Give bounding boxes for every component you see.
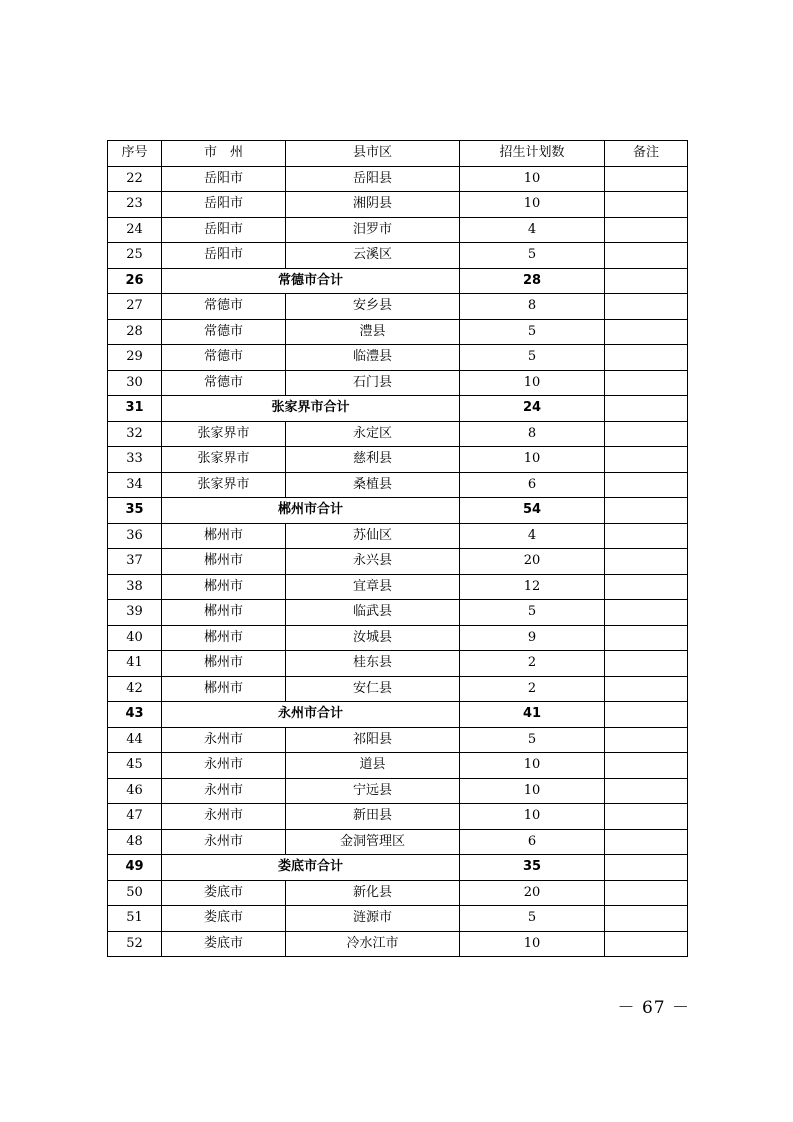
- cell-city: 郴州市: [162, 549, 286, 575]
- cell-plan-count: 12: [460, 574, 605, 600]
- table-row: [108, 753, 688, 779]
- cell-county: 新化县: [286, 880, 460, 906]
- cell-remarks: [605, 268, 688, 294]
- cell-plan-count: 5: [460, 600, 605, 626]
- cell-remarks: [605, 217, 688, 243]
- subtotal-row: [108, 498, 688, 524]
- cell-serial: 44: [108, 727, 162, 753]
- cell-remarks: [605, 804, 688, 830]
- cell-plan-count: 10: [460, 447, 605, 473]
- cell-plan-count: 5: [460, 243, 605, 269]
- cell-county: 汨罗市: [286, 217, 460, 243]
- cell-remarks: [605, 192, 688, 218]
- table-row: [108, 345, 688, 371]
- cell-city: 岳阳市: [162, 166, 286, 192]
- cell-county: 临武县: [286, 600, 460, 626]
- table-row: [108, 523, 688, 549]
- cell-serial: 48: [108, 829, 162, 855]
- cell-plan-count: 10: [460, 804, 605, 830]
- cell-county: 云溪区: [286, 243, 460, 269]
- table-row: [108, 727, 688, 753]
- cell-serial: 38: [108, 574, 162, 600]
- cell-city: 岳阳市: [162, 243, 286, 269]
- cell-county: 涟源市: [286, 906, 460, 932]
- cell-serial: 31: [108, 396, 162, 422]
- cell-county: 汝城县: [286, 625, 460, 651]
- subtotal-row: [108, 702, 688, 728]
- cell-remarks: [605, 549, 688, 575]
- cell-serial: 27: [108, 294, 162, 320]
- cell-plan-count: 9: [460, 625, 605, 651]
- cell-county: 祁阳县: [286, 727, 460, 753]
- cell-plan-count: 5: [460, 906, 605, 932]
- page-number: － 67 －: [617, 998, 690, 1018]
- table-header-row: [108, 141, 688, 167]
- cell-city: 岳阳市: [162, 217, 286, 243]
- cell-plan-count: 41: [460, 702, 605, 728]
- cell-serial: 30: [108, 370, 162, 396]
- cell-remarks: [605, 574, 688, 600]
- cell-plan-count: 10: [460, 370, 605, 396]
- cell-county: 新田县: [286, 804, 460, 830]
- cell-county: 桂东县: [286, 651, 460, 677]
- cell-serial: 40: [108, 625, 162, 651]
- table-row: [108, 829, 688, 855]
- cell-remarks: [605, 472, 688, 498]
- cell-plan-count: 4: [460, 217, 605, 243]
- cell-city: 郴州市: [162, 600, 286, 626]
- cell-plan-count: 5: [460, 727, 605, 753]
- cell-serial: 52: [108, 931, 162, 957]
- cell-city: 郴州市: [162, 523, 286, 549]
- cell-county: 临澧县: [286, 345, 460, 371]
- cell-plan-count: 8: [460, 421, 605, 447]
- cell-serial: 51: [108, 906, 162, 932]
- cell-county: 宁远县: [286, 778, 460, 804]
- cell-remarks: [605, 294, 688, 320]
- cell-city: 张家界市: [162, 421, 286, 447]
- cell-plan-count: 54: [460, 498, 605, 524]
- table-row: [108, 625, 688, 651]
- cell-remarks: [605, 931, 688, 957]
- cell-city: 娄底市: [162, 906, 286, 932]
- cell-serial: 43: [108, 702, 162, 728]
- cell-city: 娄底市: [162, 880, 286, 906]
- cell-county: 宜章县: [286, 574, 460, 600]
- cell-serial: 29: [108, 345, 162, 371]
- cell-subtotal-label: 常德市合计: [162, 268, 460, 294]
- cell-subtotal-label: 郴州市合计: [162, 498, 460, 524]
- cell-serial: 25: [108, 243, 162, 269]
- cell-serial: 50: [108, 880, 162, 906]
- cell-serial: 26: [108, 268, 162, 294]
- cell-remarks: [605, 345, 688, 371]
- table-row: [108, 166, 688, 192]
- cell-remarks: [605, 676, 688, 702]
- cell-plan-count: 10: [460, 778, 605, 804]
- cell-remarks: [605, 829, 688, 855]
- cell-city: 郴州市: [162, 676, 286, 702]
- cell-remarks: [605, 421, 688, 447]
- header-city: 市 州: [162, 141, 286, 167]
- cell-plan-count: 6: [460, 829, 605, 855]
- cell-serial: 49: [108, 855, 162, 881]
- cell-serial: 46: [108, 778, 162, 804]
- cell-county: 安乡县: [286, 294, 460, 320]
- cell-plan-count: 10: [460, 753, 605, 779]
- cell-county: 岳阳县: [286, 166, 460, 192]
- table-row: [108, 600, 688, 626]
- cell-remarks: [605, 600, 688, 626]
- table-row: [108, 370, 688, 396]
- cell-remarks: [605, 523, 688, 549]
- cell-remarks: [605, 906, 688, 932]
- cell-serial: 39: [108, 600, 162, 626]
- table-row: [108, 574, 688, 600]
- cell-remarks: [605, 498, 688, 524]
- cell-plan-count: 20: [460, 880, 605, 906]
- cell-city: 常德市: [162, 319, 286, 345]
- cell-serial: 35: [108, 498, 162, 524]
- cell-county: 桑植县: [286, 472, 460, 498]
- table-row: [108, 880, 688, 906]
- cell-city: 郴州市: [162, 625, 286, 651]
- cell-county: 石门县: [286, 370, 460, 396]
- table-row: [108, 906, 688, 932]
- header-county: 县市区: [286, 141, 460, 167]
- cell-serial: 34: [108, 472, 162, 498]
- subtotal-row: [108, 855, 688, 881]
- header-serial: 序号: [108, 141, 162, 167]
- cell-city: 娄底市: [162, 931, 286, 957]
- cell-plan-count: 2: [460, 651, 605, 677]
- cell-remarks: [605, 396, 688, 422]
- cell-plan-count: 10: [460, 192, 605, 218]
- table-row: [108, 676, 688, 702]
- table-row: [108, 804, 688, 830]
- cell-city: 张家界市: [162, 472, 286, 498]
- table-body: [108, 166, 688, 957]
- cell-remarks: [605, 727, 688, 753]
- cell-remarks: [605, 855, 688, 881]
- table-row: [108, 447, 688, 473]
- cell-city: 张家界市: [162, 447, 286, 473]
- cell-plan-count: 5: [460, 319, 605, 345]
- cell-remarks: [605, 243, 688, 269]
- cell-serial: 23: [108, 192, 162, 218]
- cell-city: 常德市: [162, 370, 286, 396]
- cell-county: 永定区: [286, 421, 460, 447]
- cell-serial: 28: [108, 319, 162, 345]
- cell-plan-count: 10: [460, 931, 605, 957]
- cell-plan-count: 20: [460, 549, 605, 575]
- enrollment-plan-table: [107, 140, 688, 957]
- cell-remarks: [605, 702, 688, 728]
- cell-subtotal-label: 永州市合计: [162, 702, 460, 728]
- cell-county: 安仁县: [286, 676, 460, 702]
- cell-serial: 42: [108, 676, 162, 702]
- cell-plan-count: 4: [460, 523, 605, 549]
- cell-city: 永州市: [162, 727, 286, 753]
- table-row: [108, 421, 688, 447]
- table-row: [108, 217, 688, 243]
- cell-remarks: [605, 370, 688, 396]
- cell-county: 道县: [286, 753, 460, 779]
- table-row: [108, 549, 688, 575]
- cell-remarks: [605, 625, 688, 651]
- table-row: [108, 192, 688, 218]
- table-row: [108, 931, 688, 957]
- cell-plan-count: 5: [460, 345, 605, 371]
- cell-serial: 32: [108, 421, 162, 447]
- cell-remarks: [605, 166, 688, 192]
- cell-plan-count: 2: [460, 676, 605, 702]
- header-plan-count: 招生计划数: [460, 141, 605, 167]
- cell-serial: 41: [108, 651, 162, 677]
- cell-remarks: [605, 880, 688, 906]
- cell-subtotal-label: 娄底市合计: [162, 855, 460, 881]
- cell-plan-count: 24: [460, 396, 605, 422]
- table-row: [108, 778, 688, 804]
- cell-county: 苏仙区: [286, 523, 460, 549]
- cell-serial: 24: [108, 217, 162, 243]
- cell-city: 郴州市: [162, 574, 286, 600]
- cell-county: 澧县: [286, 319, 460, 345]
- table-row: [108, 651, 688, 677]
- cell-plan-count: 6: [460, 472, 605, 498]
- table-row: [108, 472, 688, 498]
- cell-city: 永州市: [162, 829, 286, 855]
- cell-plan-count: 8: [460, 294, 605, 320]
- cell-county: 金洞管理区: [286, 829, 460, 855]
- cell-city: 郴州市: [162, 651, 286, 677]
- table-row: [108, 319, 688, 345]
- subtotal-row: [108, 268, 688, 294]
- subtotal-row: [108, 396, 688, 422]
- cell-city: 岳阳市: [162, 192, 286, 218]
- cell-remarks: [605, 753, 688, 779]
- cell-plan-count: 28: [460, 268, 605, 294]
- cell-county: 冷水江市: [286, 931, 460, 957]
- cell-subtotal-label: 张家界市合计: [162, 396, 460, 422]
- cell-remarks: [605, 447, 688, 473]
- cell-county: 慈利县: [286, 447, 460, 473]
- header-remarks: 备注: [605, 141, 688, 167]
- cell-serial: 36: [108, 523, 162, 549]
- cell-city: 常德市: [162, 345, 286, 371]
- cell-serial: 37: [108, 549, 162, 575]
- cell-county: 湘阴县: [286, 192, 460, 218]
- cell-county: 永兴县: [286, 549, 460, 575]
- cell-city: 永州市: [162, 778, 286, 804]
- cell-city: 永州市: [162, 804, 286, 830]
- cell-plan-count: 35: [460, 855, 605, 881]
- cell-remarks: [605, 319, 688, 345]
- cell-serial: 33: [108, 447, 162, 473]
- table-row: [108, 243, 688, 269]
- cell-remarks: [605, 778, 688, 804]
- cell-serial: 22: [108, 166, 162, 192]
- cell-city: 常德市: [162, 294, 286, 320]
- cell-remarks: [605, 651, 688, 677]
- cell-serial: 47: [108, 804, 162, 830]
- cell-serial: 45: [108, 753, 162, 779]
- cell-plan-count: 10: [460, 166, 605, 192]
- cell-city: 永州市: [162, 753, 286, 779]
- table-row: [108, 294, 688, 320]
